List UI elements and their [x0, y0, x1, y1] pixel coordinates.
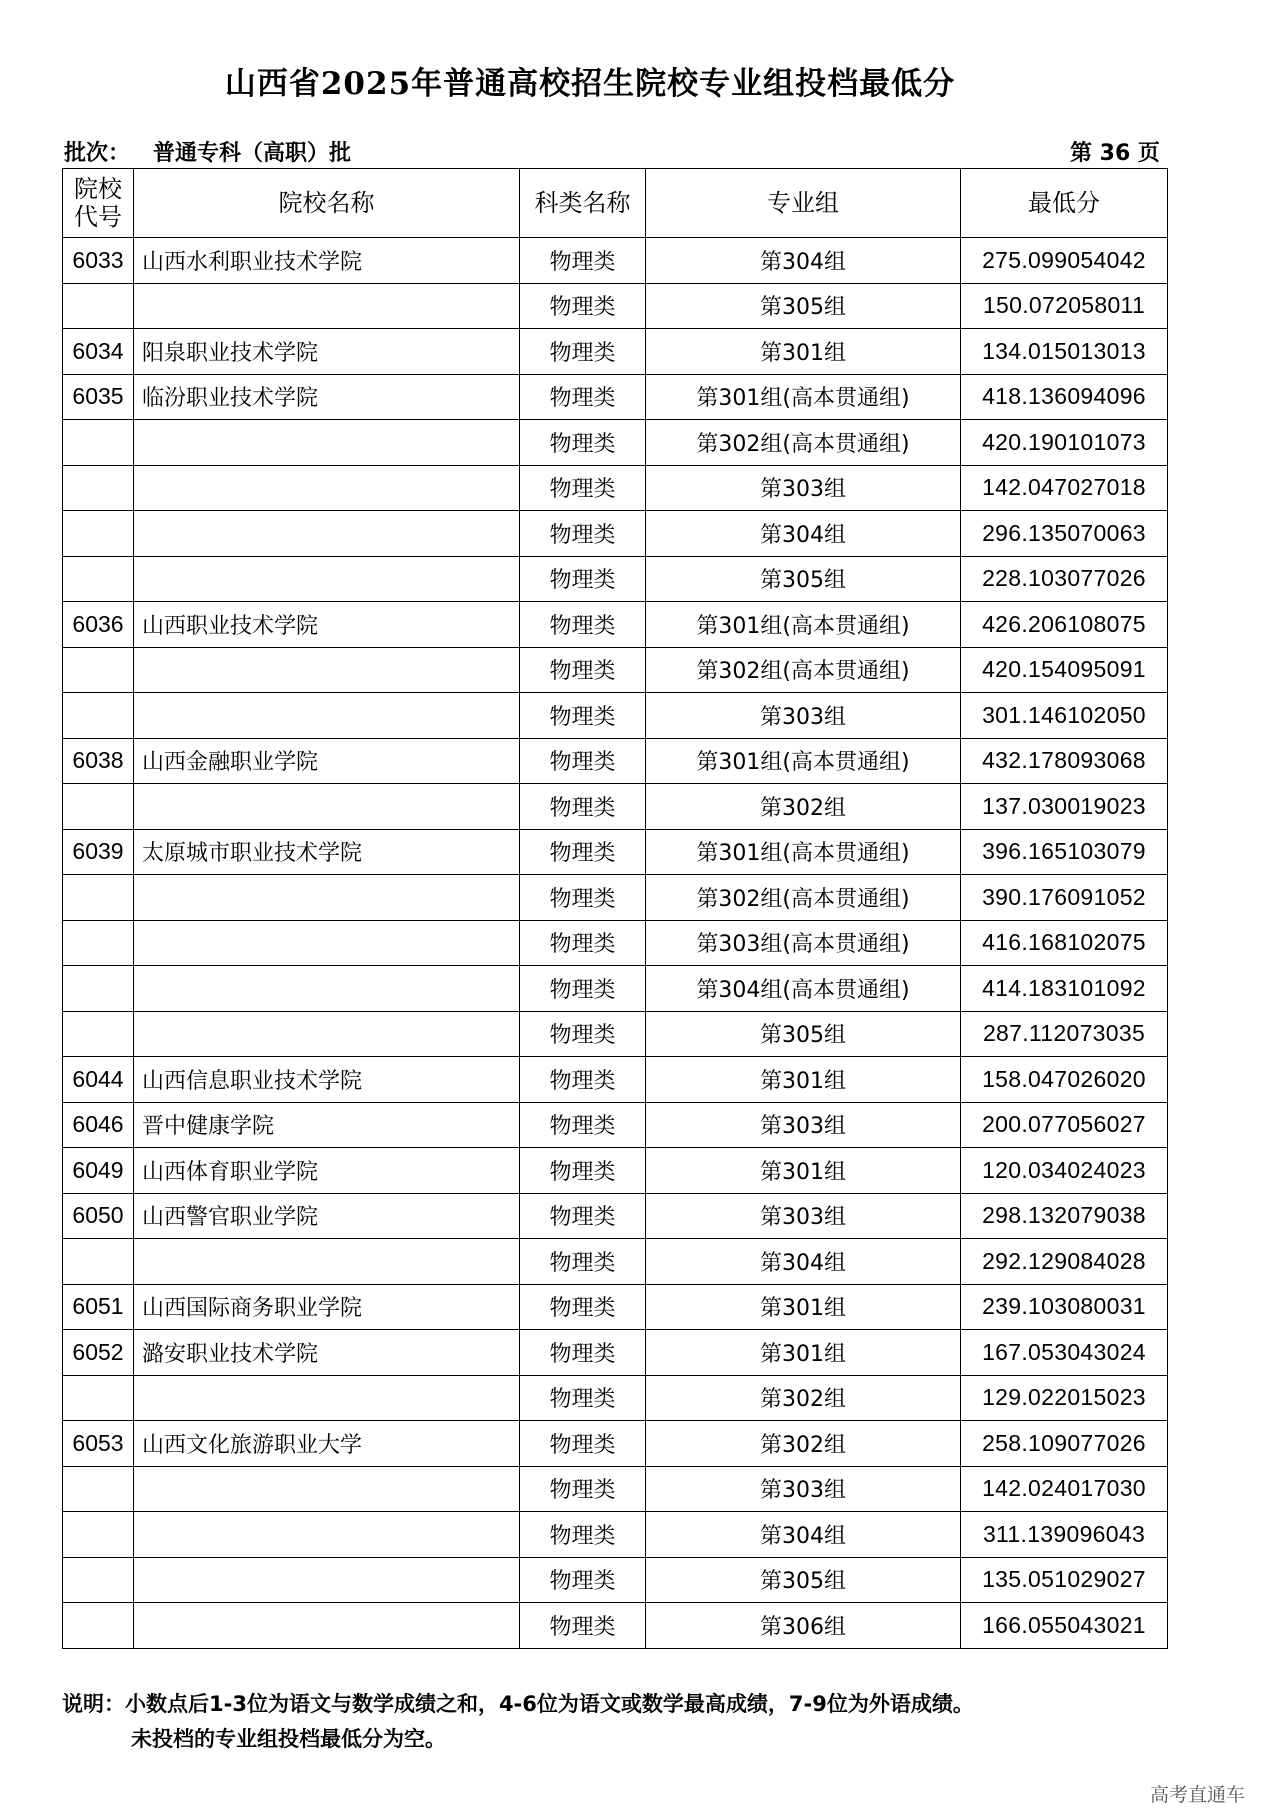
table-row — [63, 1512, 1168, 1558]
row-score: 166.055043021 — [961, 1603, 1168, 1649]
row-subject: 物理类 — [520, 420, 646, 466]
row-score: 134.015013013 — [961, 329, 1168, 375]
row-subject: 物理类 — [520, 1102, 646, 1148]
row-subject: 物理类 — [520, 1603, 646, 1649]
row-code — [63, 1603, 134, 1649]
row-group: 第303组 — [646, 693, 961, 739]
table-row — [63, 1603, 1168, 1649]
page-title: 山西省2025年普通高校招生院校专业组投档最低分 — [224, 66, 956, 102]
header-name: 院校名称 — [134, 169, 520, 238]
table-row — [63, 1057, 1168, 1103]
row-school-name: 山西水利职业技术学院 — [134, 238, 520, 284]
row-code — [63, 556, 134, 602]
row-code: 6035 — [63, 374, 134, 420]
row-school-name — [134, 1239, 520, 1285]
row-code: 6039 — [63, 829, 134, 875]
row-code — [63, 1011, 134, 1057]
row-group: 第302组(高本贯通组) — [646, 875, 961, 921]
row-school-name — [134, 465, 520, 511]
row-score: 420.154095091 — [961, 647, 1168, 693]
row-school-name — [134, 1557, 520, 1603]
table-row — [63, 238, 1168, 284]
row-code — [63, 465, 134, 511]
row-subject: 物理类 — [520, 1193, 646, 1239]
header-subject: 科类名称 — [520, 169, 646, 238]
row-score: 228.103077026 — [961, 556, 1168, 602]
row-subject: 物理类 — [520, 693, 646, 739]
row-school-name — [134, 875, 520, 921]
row-school-name: 山西文化旅游职业大学 — [134, 1421, 520, 1467]
table-row — [63, 1284, 1168, 1330]
row-group: 第304组 — [646, 511, 961, 557]
row-school-name — [134, 693, 520, 739]
row-school-name — [134, 1603, 520, 1649]
row-code — [63, 966, 134, 1012]
row-score: 296.135070063 — [961, 511, 1168, 557]
row-score: 420.190101073 — [961, 420, 1168, 466]
table-row — [63, 420, 1168, 466]
row-school-name: 山西信息职业技术学院 — [134, 1057, 520, 1103]
row-school-name — [134, 556, 520, 602]
row-subject: 物理类 — [520, 1421, 646, 1467]
table-row — [63, 738, 1168, 784]
table-row — [63, 693, 1168, 739]
row-code — [63, 283, 134, 329]
row-school-name — [134, 966, 520, 1012]
row-subject: 物理类 — [520, 966, 646, 1012]
row-code — [63, 1512, 134, 1558]
row-score: 129.022015023 — [961, 1375, 1168, 1421]
table-row — [63, 1466, 1168, 1512]
row-code — [63, 511, 134, 557]
row-score: 137.030019023 — [961, 784, 1168, 830]
row-subject: 物理类 — [520, 1239, 646, 1285]
row-subject: 物理类 — [520, 1284, 646, 1330]
row-subject: 物理类 — [520, 647, 646, 693]
header-code: 院校 代号 — [63, 169, 134, 238]
row-school-name — [134, 511, 520, 557]
row-code — [63, 647, 134, 693]
row-school-name: 山西警官职业学院 — [134, 1193, 520, 1239]
row-score: 311.139096043 — [961, 1512, 1168, 1558]
table-row — [63, 1375, 1168, 1421]
row-score: 396.165103079 — [961, 829, 1168, 875]
row-school-name — [134, 1375, 520, 1421]
row-school-name: 太原城市职业技术学院 — [134, 829, 520, 875]
row-subject: 物理类 — [520, 1011, 646, 1057]
row-score: 301.146102050 — [961, 693, 1168, 739]
row-subject: 物理类 — [520, 738, 646, 784]
row-school-name: 潞安职业技术学院 — [134, 1330, 520, 1376]
row-score: 414.183101092 — [961, 966, 1168, 1012]
row-score: 390.176091052 — [961, 875, 1168, 921]
row-code: 6053 — [63, 1421, 134, 1467]
table-row — [63, 1193, 1168, 1239]
row-group: 第301组(高本贯通组) — [646, 374, 961, 420]
row-subject: 物理类 — [520, 329, 646, 375]
row-group: 第305组 — [646, 1011, 961, 1057]
table-row — [63, 602, 1168, 648]
table-row — [63, 556, 1168, 602]
table-row — [63, 1148, 1168, 1194]
admission-score-table — [62, 168, 1168, 1649]
row-code — [63, 1375, 134, 1421]
row-subject: 物理类 — [520, 1466, 646, 1512]
row-group: 第301组 — [646, 329, 961, 375]
row-subject: 物理类 — [520, 465, 646, 511]
row-score: 426.206108075 — [961, 602, 1168, 648]
row-school-name: 山西国际商务职业学院 — [134, 1284, 520, 1330]
row-code — [63, 784, 134, 830]
row-subject: 物理类 — [520, 374, 646, 420]
row-school-name — [134, 1512, 520, 1558]
row-school-name: 山西职业技术学院 — [134, 602, 520, 648]
row-code: 6052 — [63, 1330, 134, 1376]
row-group: 第302组 — [646, 1375, 961, 1421]
table-row — [63, 374, 1168, 420]
row-subject: 物理类 — [520, 1557, 646, 1603]
row-score: 135.051029027 — [961, 1557, 1168, 1603]
row-group: 第302组 — [646, 1421, 961, 1467]
row-code — [63, 693, 134, 739]
page-number: 第 36 页 — [1070, 141, 1160, 166]
row-group: 第302组(高本贯通组) — [646, 420, 961, 466]
row-group: 第304组 — [646, 1512, 961, 1558]
row-group: 第305组 — [646, 1557, 961, 1603]
row-group: 第303组 — [646, 1466, 961, 1512]
table-header-row — [63, 169, 1168, 238]
row-code: 6051 — [63, 1284, 134, 1330]
row-school-name: 晋中健康学院 — [134, 1102, 520, 1148]
row-score: 200.077056027 — [961, 1102, 1168, 1148]
row-score: 239.103080031 — [961, 1284, 1168, 1330]
row-subject: 物理类 — [520, 1148, 646, 1194]
row-group: 第306组 — [646, 1603, 961, 1649]
row-subject: 物理类 — [520, 1375, 646, 1421]
table-row — [63, 1557, 1168, 1603]
note-line-2: 未投档的专业组投档最低分为空。 — [131, 1727, 446, 1751]
row-subject: 物理类 — [520, 875, 646, 921]
table-row — [63, 511, 1168, 557]
table-row — [63, 283, 1168, 329]
row-group: 第301组(高本贯通组) — [646, 602, 961, 648]
row-score: 275.099054042 — [961, 238, 1168, 284]
row-subject: 物理类 — [520, 1512, 646, 1558]
row-group: 第301组(高本贯通组) — [646, 738, 961, 784]
row-school-name — [134, 920, 520, 966]
row-school-name — [134, 647, 520, 693]
row-group: 第301组 — [646, 1284, 961, 1330]
row-score: 258.109077026 — [961, 1421, 1168, 1467]
row-score: 416.168102075 — [961, 920, 1168, 966]
row-code: 6044 — [63, 1057, 134, 1103]
header-score: 最低分 — [961, 169, 1168, 238]
row-group: 第304组 — [646, 238, 961, 284]
table-row — [63, 1011, 1168, 1057]
row-subject: 物理类 — [520, 1330, 646, 1376]
row-group: 第301组 — [646, 1148, 961, 1194]
row-score: 418.136094096 — [961, 374, 1168, 420]
row-group: 第301组 — [646, 1057, 961, 1103]
row-group: 第303组(高本贯通组) — [646, 920, 961, 966]
table-row — [63, 465, 1168, 511]
row-score: 120.034024023 — [961, 1148, 1168, 1194]
row-group: 第301组(高本贯通组) — [646, 829, 961, 875]
note-line-1: 说明：小数点后1-3位为语文与数学成绩之和，4-6位为语文或数学最高成绩，7-9位为外语成绩。 — [62, 1692, 974, 1716]
row-code: 6033 — [63, 238, 134, 284]
row-subject: 物理类 — [520, 784, 646, 830]
row-code: 6049 — [63, 1148, 134, 1194]
row-code — [63, 920, 134, 966]
batch-value: 普通专科（高职）批 — [153, 141, 352, 166]
row-subject: 物理类 — [520, 920, 646, 966]
row-subject: 物理类 — [520, 602, 646, 648]
row-score: 292.129084028 — [961, 1239, 1168, 1285]
row-score: 142.047027018 — [961, 465, 1168, 511]
row-school-name: 山西体育职业学院 — [134, 1148, 520, 1194]
row-school-name — [134, 784, 520, 830]
row-group: 第302组(高本贯通组) — [646, 647, 961, 693]
row-group: 第303组 — [646, 1193, 961, 1239]
row-score: 142.024017030 — [961, 1466, 1168, 1512]
watermark-text: 高考直通车 — [1150, 1784, 1246, 1806]
row-subject: 物理类 — [520, 238, 646, 284]
row-school-name: 临汾职业技术学院 — [134, 374, 520, 420]
row-score: 287.112073035 — [961, 1011, 1168, 1057]
row-code: 6038 — [63, 738, 134, 784]
row-score: 432.178093068 — [961, 738, 1168, 784]
row-group: 第303组 — [646, 465, 961, 511]
row-group: 第301组 — [646, 1330, 961, 1376]
row-school-name — [134, 1466, 520, 1512]
row-group: 第303组 — [646, 1102, 961, 1148]
row-school-name — [134, 420, 520, 466]
table-row — [63, 1102, 1168, 1148]
table-row — [63, 966, 1168, 1012]
row-code — [63, 1239, 134, 1285]
row-subject: 物理类 — [520, 511, 646, 557]
row-code: 6050 — [63, 1193, 134, 1239]
row-subject: 物理类 — [520, 283, 646, 329]
row-group: 第302组 — [646, 784, 961, 830]
table-row — [63, 1421, 1168, 1467]
row-school-name: 山西金融职业学院 — [134, 738, 520, 784]
row-code — [63, 420, 134, 466]
row-score: 298.132079038 — [961, 1193, 1168, 1239]
row-code — [63, 1557, 134, 1603]
row-score: 167.053043024 — [961, 1330, 1168, 1376]
row-school-name: 阳泉职业技术学院 — [134, 329, 520, 375]
row-subject: 物理类 — [520, 1057, 646, 1103]
table-row — [63, 920, 1168, 966]
row-code: 6034 — [63, 329, 134, 375]
row-group: 第304组(高本贯通组) — [646, 966, 961, 1012]
table-row — [63, 784, 1168, 830]
table-row — [63, 829, 1168, 875]
row-score: 150.072058011 — [961, 283, 1168, 329]
table-row — [63, 1330, 1168, 1376]
row-score: 158.047026020 — [961, 1057, 1168, 1103]
row-school-name — [134, 1011, 520, 1057]
row-code: 6046 — [63, 1102, 134, 1148]
batch-label: 批次： — [64, 141, 131, 166]
header-group: 专业组 — [646, 169, 961, 238]
table-row — [63, 1239, 1168, 1285]
row-group: 第305组 — [646, 556, 961, 602]
row-code — [63, 875, 134, 921]
row-school-name — [134, 283, 520, 329]
table-row — [63, 647, 1168, 693]
row-subject: 物理类 — [520, 556, 646, 602]
table-row — [63, 875, 1168, 921]
row-code — [63, 1466, 134, 1512]
row-group: 第304组 — [646, 1239, 961, 1285]
row-code: 6036 — [63, 602, 134, 648]
row-group: 第305组 — [646, 283, 961, 329]
row-subject: 物理类 — [520, 829, 646, 875]
table-row — [63, 329, 1168, 375]
